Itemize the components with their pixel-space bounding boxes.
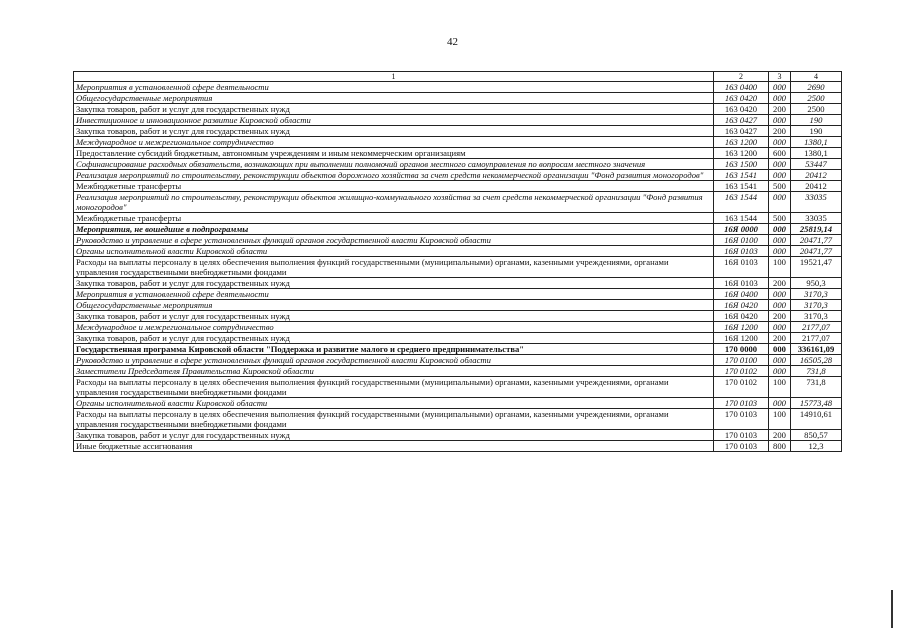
row-type-cell: 200 [769, 333, 791, 344]
row-amount-cell: 2177,07 [791, 333, 842, 344]
row-type-cell: 000 [769, 170, 791, 181]
row-amount-cell: 20412 [791, 170, 842, 181]
row-amount-cell: 14910,61 [791, 409, 842, 430]
row-type-cell: 000 [769, 322, 791, 333]
header-cell: 3 [769, 72, 791, 82]
table-row [74, 224, 842, 235]
table-row [74, 300, 842, 311]
row-name-cell: Инвестиционное и инновационное развитие Кировской области [74, 115, 714, 126]
budget-table [73, 71, 842, 452]
row-type-cell: 200 [769, 430, 791, 441]
row-type-cell: 200 [769, 311, 791, 322]
row-name-cell: Софинансирование расходных обязательств, возникающих при выполнении полномочий органов местного самоуправления по вопросам местного значения [74, 159, 714, 170]
row-amount-cell: 3170,3 [791, 300, 842, 311]
row-code-cell: 163 1541 [714, 170, 769, 181]
row-amount-cell: 1380,1 [791, 137, 842, 148]
row-type-cell: 000 [769, 82, 791, 93]
row-amount-cell: 731,8 [791, 366, 842, 377]
row-type-cell: 100 [769, 257, 791, 278]
row-name-cell: Закупка товаров, работ и услуг для государственных нужд [74, 333, 714, 344]
row-name-cell: Закупка товаров, работ и услуг для государственных нужд [74, 311, 714, 322]
row-code-cell: 163 0400 [714, 82, 769, 93]
row-name-cell: Иные бюджетные ассигнования [74, 441, 714, 452]
row-name-cell: Государственная программа Кировской области "Поддержка и развитие малого и среднего предпринимательства" [74, 344, 714, 355]
row-amount-cell: 20471,77 [791, 246, 842, 257]
row-type-cell: 000 [769, 159, 791, 170]
row-code-cell: 16Я 0420 [714, 311, 769, 322]
table-row [74, 257, 842, 278]
row-name-cell: Межбюджетные трансферты [74, 213, 714, 224]
row-name-cell: Реализация мероприятий по строительству, реконструкции объектов жилищно-коммунального хозяйства за счет средств некоммерческой организации "Фонд развития моногородов" [74, 192, 714, 213]
row-type-cell: 000 [769, 344, 791, 355]
row-amount-cell: 950,3 [791, 278, 842, 289]
row-name-cell: Мероприятия в установленной сфере деятельности [74, 82, 714, 93]
row-code-cell: 163 1541 [714, 181, 769, 192]
page-number: 42 [447, 36, 458, 48]
row-code-cell: 170 0102 [714, 366, 769, 377]
table-row [74, 377, 842, 398]
table-row [74, 366, 842, 377]
row-name-cell: Международное и межрегиональное сотрудничество [74, 137, 714, 148]
row-amount-cell: 16505,28 [791, 355, 842, 366]
row-code-cell: 16Я 0103 [714, 257, 769, 278]
row-code-cell: 170 0000 [714, 344, 769, 355]
row-type-cell: 000 [769, 137, 791, 148]
row-name-cell: Общегосударственные мероприятия [74, 93, 714, 104]
table-row [74, 159, 842, 170]
row-type-cell: 100 [769, 377, 791, 398]
scan-edge-mark [891, 590, 893, 628]
row-code-cell: 170 0102 [714, 377, 769, 398]
table-row [74, 355, 842, 366]
row-type-cell: 000 [769, 93, 791, 104]
row-name-cell: Заместители Председателя Правительства Кировской области [74, 366, 714, 377]
row-name-cell: Общегосударственные мероприятия [74, 300, 714, 311]
row-code-cell: 16Я 0103 [714, 278, 769, 289]
row-code-cell: 163 1544 [714, 213, 769, 224]
row-name-cell: Мероприятия, не вошедшие в подпрограммы [74, 224, 714, 235]
table-row [74, 409, 842, 430]
row-amount-cell: 731,8 [791, 377, 842, 398]
row-amount-cell: 33035 [791, 192, 842, 213]
row-amount-cell: 190 [791, 126, 842, 137]
row-amount-cell: 53447 [791, 159, 842, 170]
table-body [74, 72, 842, 452]
row-type-cell: 000 [769, 355, 791, 366]
row-code-cell: 163 0427 [714, 126, 769, 137]
row-code-cell: 163 1544 [714, 192, 769, 213]
row-name-cell: Руководство и управление в сфере установленных функций органов государственной власти Кировской области [74, 355, 714, 366]
table-row [74, 137, 842, 148]
row-amount-cell: 15773,48 [791, 398, 842, 409]
row-name-cell: Реализация мероприятий по строительству, реконструкции объектов дорожного хозяйства за счет средств некоммерческой организации "Фонд развития моногородов" [74, 170, 714, 181]
table-row [74, 170, 842, 181]
row-name-cell: Руководство и управление в сфере установленных функций органов государственной власти Кировской области [74, 235, 714, 246]
header-cell: 1 [74, 72, 714, 82]
row-type-cell: 000 [769, 300, 791, 311]
row-code-cell: 16Я 1200 [714, 333, 769, 344]
table-row [74, 322, 842, 333]
row-code-cell: 16Я 0103 [714, 246, 769, 257]
row-amount-cell: 19521,47 [791, 257, 842, 278]
row-name-cell: Органы исполнительной власти Кировской области [74, 246, 714, 257]
table-row [74, 192, 842, 213]
row-code-cell: 16Я 1200 [714, 322, 769, 333]
table-row [74, 104, 842, 115]
table-row [74, 148, 842, 159]
row-code-cell: 163 0427 [714, 115, 769, 126]
row-amount-cell: 2690 [791, 82, 842, 93]
row-code-cell: 170 0100 [714, 355, 769, 366]
row-code-cell: 163 1200 [714, 148, 769, 159]
row-type-cell: 800 [769, 441, 791, 452]
row-type-cell: 000 [769, 115, 791, 126]
table-row [74, 93, 842, 104]
row-code-cell: 16Я 0400 [714, 289, 769, 300]
table-row [74, 311, 842, 322]
table-row [74, 344, 842, 355]
row-code-cell: 170 0103 [714, 409, 769, 430]
row-type-cell: 000 [769, 366, 791, 377]
row-amount-cell: 33035 [791, 213, 842, 224]
row-amount-cell: 12,3 [791, 441, 842, 452]
row-type-cell: 000 [769, 246, 791, 257]
row-amount-cell: 2500 [791, 104, 842, 115]
row-name-cell: Расходы на выплаты персоналу в целях обеспечения выполнения функций государственными (муниципальными) органами, казенными учреждениями, органами управления государственными внебюджетными фондами [74, 409, 714, 430]
table-row [74, 246, 842, 257]
row-amount-cell: 3170,3 [791, 311, 842, 322]
table-row [74, 82, 842, 93]
table-row [74, 398, 842, 409]
table-row [74, 235, 842, 246]
table-row [74, 126, 842, 137]
row-type-cell: 000 [769, 289, 791, 300]
row-name-cell: Международное и межрегиональное сотрудничество [74, 322, 714, 333]
table-header-row [74, 72, 842, 82]
row-amount-cell: 25819,14 [791, 224, 842, 235]
row-code-cell: 16Я 0100 [714, 235, 769, 246]
row-name-cell: Закупка товаров, работ и услуг для государственных нужд [74, 126, 714, 137]
row-code-cell: 163 0420 [714, 93, 769, 104]
header-cell: 4 [791, 72, 842, 82]
table-row [74, 289, 842, 300]
row-amount-cell: 20412 [791, 181, 842, 192]
row-amount-cell: 2500 [791, 93, 842, 104]
table-row [74, 333, 842, 344]
row-type-cell: 600 [769, 148, 791, 159]
row-type-cell: 500 [769, 181, 791, 192]
row-name-cell: Мероприятия в установленной сфере деятельности [74, 289, 714, 300]
table-row [74, 115, 842, 126]
row-type-cell: 000 [769, 192, 791, 213]
row-code-cell: 16Я 0420 [714, 300, 769, 311]
row-type-cell: 000 [769, 224, 791, 235]
row-type-cell: 200 [769, 278, 791, 289]
row-amount-cell: 190 [791, 115, 842, 126]
row-name-cell: Расходы на выплаты персоналу в целях обеспечения выполнения функций государственными (муниципальными) органами, казенными учреждениями, органами управления государственными внебюджетными фондами [74, 257, 714, 278]
row-code-cell: 163 0420 [714, 104, 769, 115]
row-code-cell: 170 0103 [714, 441, 769, 452]
header-cell: 2 [714, 72, 769, 82]
row-name-cell: Закупка товаров, работ и услуг для государственных нужд [74, 430, 714, 441]
row-code-cell: 163 1500 [714, 159, 769, 170]
row-type-cell: 100 [769, 409, 791, 430]
table-row [74, 213, 842, 224]
table-row [74, 181, 842, 192]
row-amount-cell: 3170,3 [791, 289, 842, 300]
row-name-cell: Органы исполнительной власти Кировской области [74, 398, 714, 409]
row-name-cell: Расходы на выплаты персоналу в целях обеспечения выполнения функций государственными (муниципальными) органами, казенными учреждениями, органами управления государственными внебюджетными фондами [74, 377, 714, 398]
row-code-cell: 16Я 0000 [714, 224, 769, 235]
table-row [74, 278, 842, 289]
row-code-cell: 163 1200 [714, 137, 769, 148]
row-amount-cell: 20471,77 [791, 235, 842, 246]
row-name-cell: Закупка товаров, работ и услуг для государственных нужд [74, 278, 714, 289]
row-code-cell: 170 0103 [714, 430, 769, 441]
row-code-cell: 170 0103 [714, 398, 769, 409]
row-type-cell: 200 [769, 126, 791, 137]
table-row [74, 441, 842, 452]
table-row [74, 430, 842, 441]
row-name-cell: Закупка товаров, работ и услуг для государственных нужд [74, 104, 714, 115]
row-name-cell: Предоставление субсидий бюджетным, автономным учреждениям и иным некоммерческим организациям [74, 148, 714, 159]
row-amount-cell: 1380,1 [791, 148, 842, 159]
row-type-cell: 500 [769, 213, 791, 224]
row-amount-cell: 850,57 [791, 430, 842, 441]
row-type-cell: 000 [769, 235, 791, 246]
row-amount-cell: 2177,07 [791, 322, 842, 333]
row-name-cell: Межбюджетные трансферты [74, 181, 714, 192]
row-type-cell: 000 [769, 398, 791, 409]
row-type-cell: 200 [769, 104, 791, 115]
row-amount-cell: 336161,09 [791, 344, 842, 355]
